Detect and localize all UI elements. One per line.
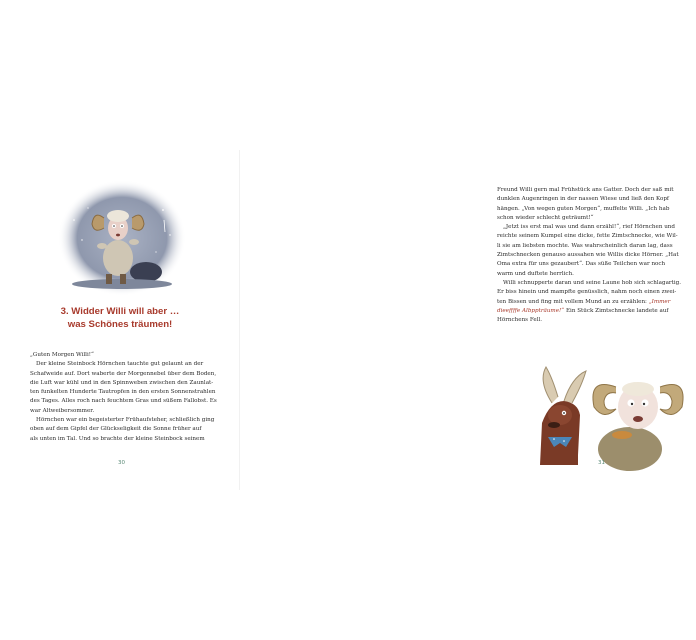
text-line xyxy=(497,214,687,223)
text-line xyxy=(30,388,220,397)
text-line xyxy=(497,260,687,269)
text-line xyxy=(497,205,687,214)
text-line-body: li sie am liebsten mochte. Was wahrscheinlich daran lag, dass xyxy=(497,242,673,249)
goat-and-ram-illustration xyxy=(518,363,696,465)
text-line xyxy=(497,195,687,204)
text-line xyxy=(30,416,220,425)
text-line xyxy=(497,223,687,232)
text-line-body: Schafweide auf. Dort waberte der Morgennebel über dem Boden, xyxy=(30,370,217,377)
text-line-body: „Guten Morgen Willi!“ xyxy=(30,352,94,358)
page-number-right: 31 xyxy=(598,460,605,466)
text-line xyxy=(497,232,687,241)
text-line xyxy=(497,288,687,297)
text-line xyxy=(30,407,220,416)
text-line xyxy=(30,379,220,388)
text-line-tail: Ein Stück Zimtschnecke landete auf xyxy=(564,307,669,314)
left-page-text xyxy=(30,351,220,444)
highlighted-dialogue: dieeffffe Albppträume!“ xyxy=(497,307,565,314)
text-line xyxy=(497,186,687,195)
text-line xyxy=(497,270,687,279)
text-line-body: ten Bissen und fing mit vollem Mund an zu erzählen: xyxy=(497,298,649,305)
text-line-body: die Luft war kühl und in den Spinnweben zwischen den Zaunlat- xyxy=(30,379,214,386)
chapter-title-line-1: 3. Widder Willi will aber … xyxy=(60,306,180,317)
text-line-body: Zimtschnecken genauso aussahen wie Willis dicke Hörner. „Hat xyxy=(497,252,679,259)
left-page xyxy=(0,0,240,640)
text-line-body: Freund Willi gern mal Frühstück ans Gatter. Doch der saß mit xyxy=(497,187,674,193)
text-line xyxy=(30,351,220,360)
page-number-left: 30 xyxy=(118,460,125,466)
highlighted-dialogue: „Immer xyxy=(648,298,671,305)
text-line-body: Oma extra für uns gezaubert“. Das süße Teilchen war noch xyxy=(497,261,666,268)
text-line xyxy=(30,425,220,434)
text-line xyxy=(497,307,687,316)
text-line xyxy=(497,316,687,325)
ram-night-illustration xyxy=(58,180,186,296)
text-line xyxy=(497,279,687,288)
right-page-text xyxy=(497,186,687,325)
text-line-body: Willi schnupperte daran und seine Laune hob sich schlagartig. xyxy=(503,279,681,286)
text-line-body: Der kleine Steinbock Hörnchen tauchte gut gelaunt an der xyxy=(36,361,204,368)
text-line-body: schon wieder schlecht geträumt!“ xyxy=(497,214,594,221)
text-line-body: oben auf dem Gipfel der Glückseligkeit die Sonne früher auf xyxy=(30,426,202,433)
text-line xyxy=(497,251,687,260)
text-line-body: „Jetzt iss erst mal was und dann erzähl!“, rief Hörnchen und xyxy=(503,224,675,231)
text-line-body: reichte seinem Kumpel eine dicke, fette Zimtschnecke, wie Wil- xyxy=(497,233,678,240)
text-line-body: ten funkelten Hunderte Tautropfen in den ersten Sonnenstrahlen xyxy=(30,389,216,396)
text-line-body: warm und duftete herrlich. xyxy=(497,270,574,277)
text-line xyxy=(30,360,220,369)
text-line-body: Hörnchen war ein begeisterter Frühaufsteher, schließlich ging xyxy=(36,417,215,424)
text-line-body: war Altweibersommer. xyxy=(30,407,95,414)
text-line xyxy=(497,242,687,251)
text-line-body: des Tages. Alles roch nach feuchtem Gras und süßem Fallobst. Es xyxy=(30,398,217,405)
text-line-body: Er biss hinein und mampfte genüsslich, nahm noch einen zwei- xyxy=(497,289,677,296)
text-line-body: als unten im Tal. Und so brachte der kleine Steinbock seinem xyxy=(30,435,205,442)
text-line-body: Hörnchens Fell. xyxy=(497,317,543,324)
text-line xyxy=(497,298,687,307)
text-line-body: hängen. „Von wegen guten Morgen“, muffelte Willi. „Ich hab xyxy=(497,205,670,212)
text-line xyxy=(30,435,220,444)
chapter-title-line-2: was Schönes träumen! xyxy=(67,319,173,330)
chapter-title xyxy=(20,305,220,331)
text-line xyxy=(30,397,220,406)
right-page xyxy=(240,0,681,640)
text-line-body: dunklen Augenringen in der nassen Wiese und ließ den Kopf xyxy=(497,196,670,203)
text-line xyxy=(30,370,220,379)
